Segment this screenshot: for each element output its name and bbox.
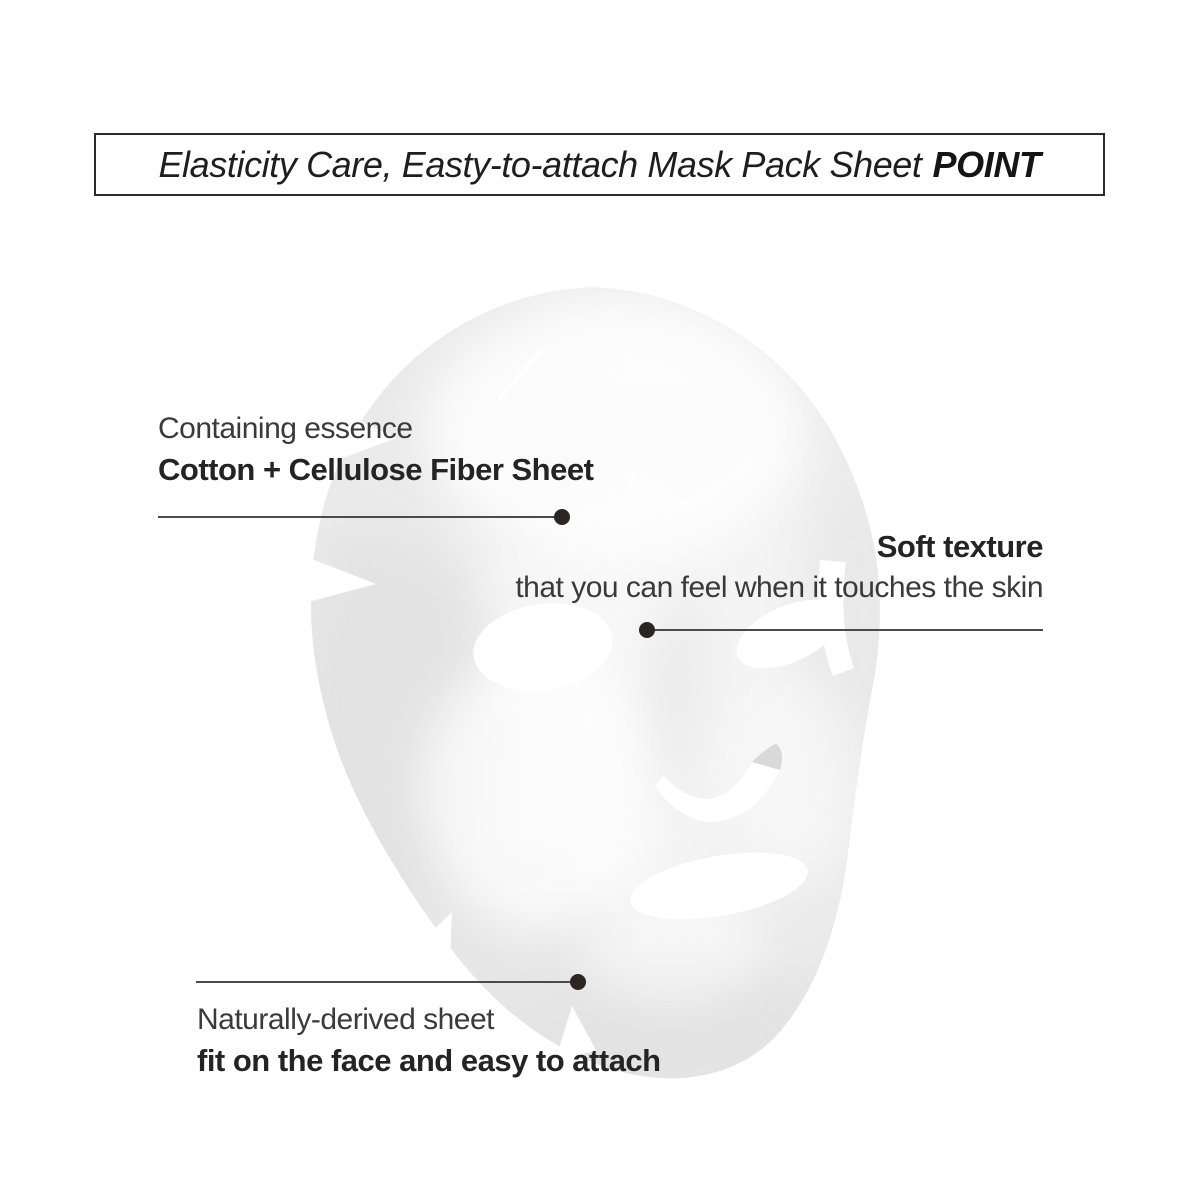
- callout-essence-title: Cotton + Cellulose Fiber Sheet: [158, 452, 594, 487]
- leader-dot-texture: [639, 622, 655, 638]
- callout-essence-subtitle: Containing essence: [158, 412, 413, 445]
- callout-essence: [158, 408, 593, 490]
- leader-dot-essence: [554, 509, 570, 525]
- title-banner: [94, 133, 1105, 196]
- callout-texture: [515, 526, 1043, 608]
- leader-line-texture: [647, 629, 1043, 631]
- title-text: Elasticity Care, Easty-to-attach Mask Pack Sheet: [158, 143, 922, 185]
- callout-texture-subtitle: that you can feel when it touches the skin: [515, 571, 1043, 604]
- callout-fit-title: fit on the face and easy to attach: [197, 1043, 661, 1078]
- callout-fit-subtitle: Naturally-derived sheet: [197, 1003, 494, 1036]
- leader-dot-fit: [570, 974, 586, 990]
- callout-fit: [197, 999, 661, 1081]
- title-emphasis: POINT: [932, 143, 1041, 185]
- edge-slit-jaw: [406, 912, 452, 962]
- leader-line-essence: [158, 516, 562, 518]
- leader-line-fit: [196, 981, 578, 983]
- callout-texture-title: Soft texture: [876, 529, 1043, 564]
